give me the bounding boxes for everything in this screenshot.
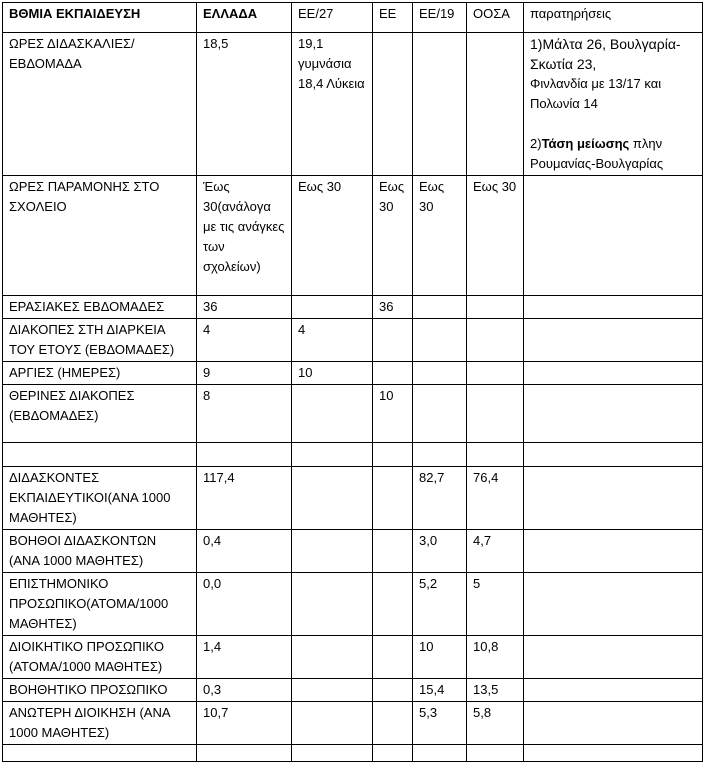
eu27-value xyxy=(292,573,373,636)
oecd-value: 4,7 xyxy=(467,530,524,573)
row-label: ΕΡΑΣΙΑΚΕΣ ΕΒΔΟΜΑΔΕΣ xyxy=(3,296,197,319)
notes-cell xyxy=(524,467,703,530)
header-category: ΒΘΜΙΑ ΕΚΠΑΙΔΕΥΣΗ xyxy=(3,3,197,33)
table-row xyxy=(3,467,703,530)
eu19-value: 15,4 xyxy=(413,679,467,702)
eu19-value: Εως 30 xyxy=(413,176,467,296)
eu19-value: 82,7 xyxy=(413,467,467,530)
oecd-value xyxy=(467,385,524,443)
table-row xyxy=(3,745,703,762)
notes-cell xyxy=(524,296,703,319)
greece-value: 10,7 xyxy=(197,702,292,745)
table-row xyxy=(3,443,703,467)
eu19-value xyxy=(413,33,467,176)
oecd-value xyxy=(467,745,524,762)
greece-value: 4 xyxy=(197,319,292,362)
note-line-1: 1)Μάλτα 26, Βουλγαρία-Σκωτία 23, xyxy=(530,36,681,72)
eu-value xyxy=(373,679,413,702)
oecd-value xyxy=(467,362,524,385)
header-notes: παρατηρήσεις xyxy=(524,3,703,33)
greece-value: 0,4 xyxy=(197,530,292,573)
eu-value xyxy=(373,362,413,385)
notes-cell xyxy=(524,679,703,702)
eu19-value xyxy=(413,443,467,467)
eu19-value xyxy=(413,385,467,443)
row-label xyxy=(3,443,197,467)
oecd-value xyxy=(467,319,524,362)
eu19-value: 3,0 xyxy=(413,530,467,573)
notes-cell xyxy=(524,385,703,443)
oecd-value: 76,4 xyxy=(467,467,524,530)
notes-cell xyxy=(524,362,703,385)
eu27-value: Εως 30 xyxy=(292,176,373,296)
row-label: ΩΡΕΣ ΠΑΡΑΜΟΝΗΣ ΣΤΟ ΣΧΟΛΕΙΟ xyxy=(3,176,197,296)
eu27-value xyxy=(292,296,373,319)
oecd-value: 13,5 xyxy=(467,679,524,702)
eu19-value xyxy=(413,319,467,362)
row-label: ΑΡΓΙΕΣ (ΗΜΕΡΕΣ) xyxy=(3,362,197,385)
notes-cell xyxy=(524,573,703,636)
greece-value: 18,5 xyxy=(197,33,292,176)
oecd-value xyxy=(467,33,524,176)
eu27-value xyxy=(292,385,373,443)
eu27-value: 19,1 γυμνάσια 18,4 Λύκεια xyxy=(292,33,373,176)
eu-value: Εως 30 xyxy=(373,176,413,296)
notes-cell xyxy=(524,176,703,296)
header-oecd: ΟΟΣΑ xyxy=(467,3,524,33)
eu27-value xyxy=(292,467,373,530)
note-spacer xyxy=(530,114,696,134)
eu27-value xyxy=(292,745,373,762)
table-row xyxy=(3,679,703,702)
comparison-table xyxy=(2,2,703,762)
header-greece: ΕΛΛΑΔΑ xyxy=(197,3,292,33)
eu-value xyxy=(373,467,413,530)
eu27-value xyxy=(292,530,373,573)
eu-value xyxy=(373,573,413,636)
note-line-2: Φινλανδία με 13/17 και Πολωνία 14 xyxy=(530,76,662,111)
note-line-3 xyxy=(530,134,696,174)
table-row xyxy=(3,702,703,745)
table-row xyxy=(3,33,703,176)
greece-value: 8 xyxy=(197,385,292,443)
header-row xyxy=(3,3,703,33)
eu27-value xyxy=(292,636,373,679)
greece-value xyxy=(197,745,292,762)
row-label: ΔΙΑΚΟΠΕΣ ΣΤΗ ΔΙΑΡΚΕΙΑ ΤΟΥ ΕΤΟΥΣ (ΕΒΔΟΜΑΔΕΣ) xyxy=(3,319,197,362)
eu19-value xyxy=(413,296,467,319)
eu27-value xyxy=(292,679,373,702)
greece-value: 117,4 xyxy=(197,467,292,530)
eu27-value: 10 xyxy=(292,362,373,385)
table-row xyxy=(3,319,703,362)
eu19-value: 5,3 xyxy=(413,702,467,745)
row-label: ΕΠΙΣΤΗΜΟΝΙΚΟ ΠΡΟΣΩΠΙΚΟ(ΑΤΟΜΑ/1000 ΜΑΘΗΤΕΣ) xyxy=(3,573,197,636)
eu19-value xyxy=(413,362,467,385)
greece-value: 1,4 xyxy=(197,636,292,679)
notes-cell xyxy=(524,319,703,362)
eu-value xyxy=(373,702,413,745)
eu27-value xyxy=(292,443,373,467)
table-row xyxy=(3,176,703,296)
row-label: ΘΕΡΙΝΕΣ ΔΙΑΚΟΠΕΣ (ΕΒΔΟΜΑΔΕΣ) xyxy=(3,385,197,443)
oecd-value: Εως 30 xyxy=(467,176,524,296)
table-row xyxy=(3,636,703,679)
eu19-value: 10 xyxy=(413,636,467,679)
row-label: ΑΝΩΤΕΡΗ ΔΙΟΙΚΗΣΗ (ΑΝΑ 1000 ΜΑΘΗΤΕΣ) xyxy=(3,702,197,745)
table-row xyxy=(3,385,703,443)
eu19-value: 5,2 xyxy=(413,573,467,636)
table-row xyxy=(3,296,703,319)
eu27-value xyxy=(292,702,373,745)
notes-cell xyxy=(524,443,703,467)
notes-cell xyxy=(524,33,703,176)
notes-cell xyxy=(524,530,703,573)
row-label: ΔΙΔΑΣΚΟΝΤΕΣ ΕΚΠΑΙΔΕΥΤΙΚΟΙ(ΑΝΑ 1000 ΜΑΘΗΤΕΣ) xyxy=(3,467,197,530)
eu-value xyxy=(373,636,413,679)
header-eu27: ΕΕ/27 xyxy=(292,3,373,33)
row-label: ΒΟΗΘΟΙ ΔΙΔΑΣΚΟΝΤΩΝ (ΑΝΑ 1000 ΜΑΘΗΤΕΣ) xyxy=(3,530,197,573)
greece-value xyxy=(197,443,292,467)
notes-cell xyxy=(524,702,703,745)
oecd-value xyxy=(467,443,524,467)
eu-value xyxy=(373,33,413,176)
eu19-value xyxy=(413,745,467,762)
note-line-3-bold: Τάση μείωσης xyxy=(541,136,630,151)
table-row xyxy=(3,362,703,385)
greece-value: 9 xyxy=(197,362,292,385)
row-label xyxy=(3,745,197,762)
greece-value: Έως 30(ανάλογα με τις ανάγκες των σχολείων) xyxy=(197,176,292,296)
row-label: ΩΡΕΣ ΔΙΔΑΣΚΑΛΙΕΣ/ΕΒΔΟΜΑΔΑ xyxy=(3,33,197,176)
oecd-value: 5 xyxy=(467,573,524,636)
eu-value xyxy=(373,443,413,467)
notes-cell xyxy=(524,636,703,679)
greece-value: 36 xyxy=(197,296,292,319)
table-row xyxy=(3,530,703,573)
eu-value: 36 xyxy=(373,296,413,319)
note-line-3-rest: πλην Ρουμανίας-Βουλγαρίας xyxy=(530,136,664,171)
row-label: ΒΟΗΘΗΤΙΚΟ ΠΡΟΣΩΠΙΚΟ xyxy=(3,679,197,702)
eu-value xyxy=(373,319,413,362)
eu27-value: 4 xyxy=(292,319,373,362)
note-line-3-prefix: 2) xyxy=(530,136,542,151)
table-row xyxy=(3,573,703,636)
eu-value: 10 xyxy=(373,385,413,443)
oecd-value: 5,8 xyxy=(467,702,524,745)
greece-value: 0,3 xyxy=(197,679,292,702)
oecd-value: 10,8 xyxy=(467,636,524,679)
greece-value: 0,0 xyxy=(197,573,292,636)
oecd-value xyxy=(467,296,524,319)
eu-value xyxy=(373,530,413,573)
header-eu19: ΕΕ/19 xyxy=(413,3,467,33)
eu-value xyxy=(373,745,413,762)
header-eu: ΕΕ xyxy=(373,3,413,33)
notes-cell xyxy=(524,745,703,762)
row-label: ΔΙΟΙΚΗΤΙΚΟ ΠΡΟΣΩΠΙΚΟ (ΑΤΟΜΑ/1000 ΜΑΘΗΤΕΣ) xyxy=(3,636,197,679)
